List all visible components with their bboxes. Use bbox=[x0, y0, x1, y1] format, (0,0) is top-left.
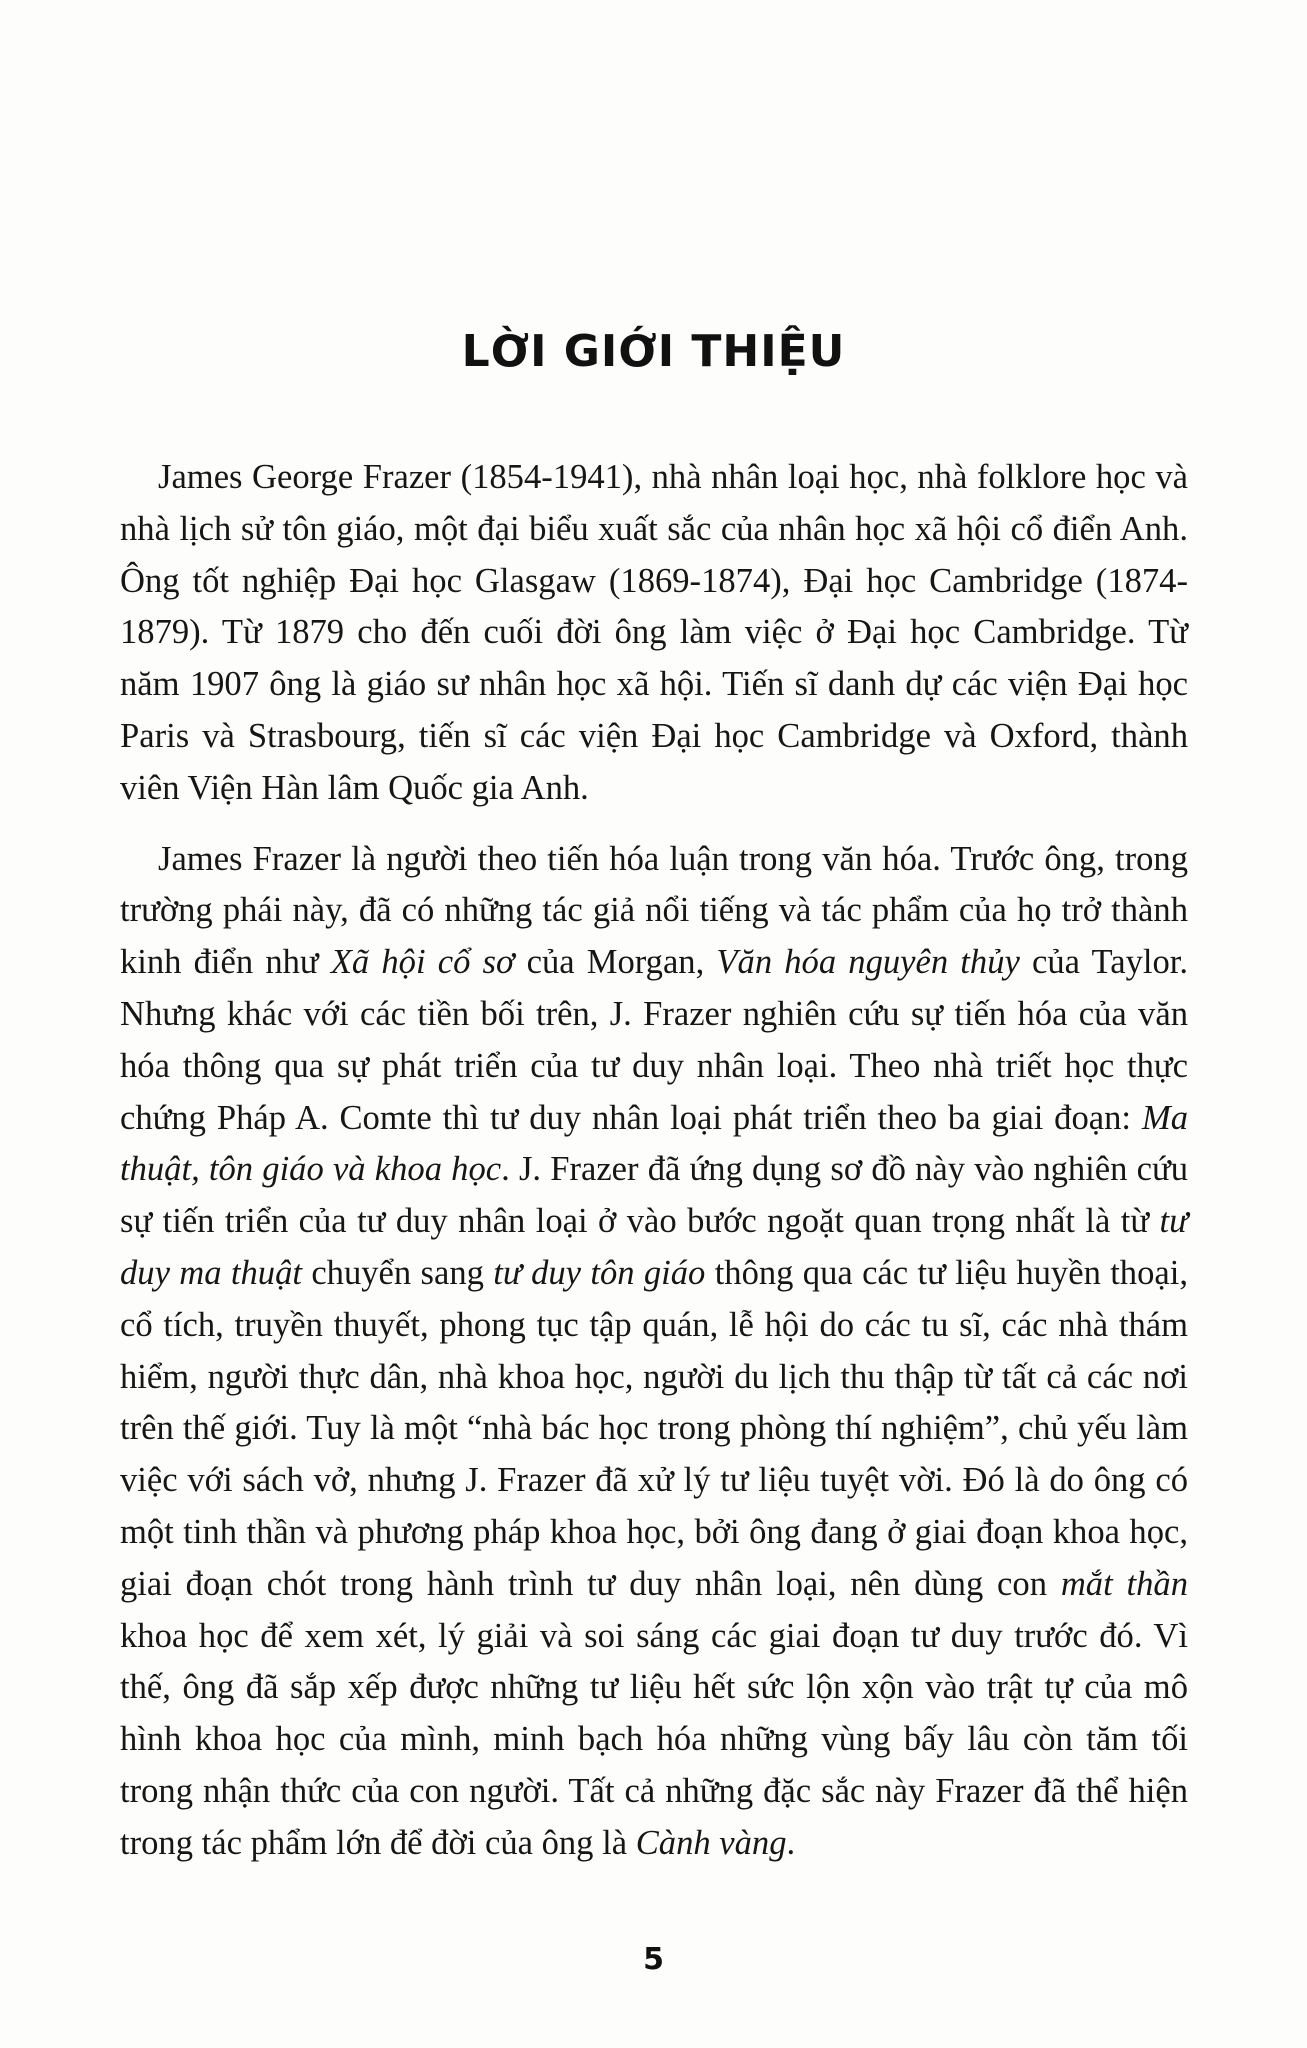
text-run: James Frazer là người theo tiến hóa luận trong văn hóa. Trước ông, trong trường phái này, đã có những tác giả nổi tiếng và tác phẩm của họ trở thành kinh điển như bbox=[120, 839, 1188, 982]
page-number: 5 bbox=[643, 1942, 664, 1977]
text-run: khoa học để xem xét, lý giải và soi sáng các giai đoạn tư duy trước đó. Vì thế, ông đã sắp xếp được những tư liệu hết sức lộn xộn vào trật tự của mô hình khoa học của mình, minh bạch hóa những vùng bấy lâu còn tăm tối trong nhận thức của con người. Tất cả những đặc sắc này Frazer đã thể hiện trong tác phẩm lớn để đời của ông là bbox=[120, 1616, 1188, 1862]
body-text bbox=[120, 452, 1188, 1870]
page-title: LỜI GIỚI THIỆU bbox=[461, 326, 846, 377]
emphasis-italic: tư duy ma thuật bbox=[120, 1202, 1188, 1292]
paragraph-evolutionism bbox=[120, 834, 1188, 1870]
text-run: của Taylor. Nhưng khác với các tiền bối trên, J. Frazer nghiên cứu sự tiến hóa của văn hóa thông qua sự phát triển của tư duy nhân loại. Theo nhà triết học thực chứng Pháp A. Comte thì tư duy nhân loại phát triển theo ba giai đoạn: bbox=[120, 943, 1189, 1137]
text-run: của Morgan, bbox=[514, 943, 717, 982]
paragraph-biography: James George Frazer (1854-1941), nhà nhân loại học, nhà folklore học và nhà lịch sử tôn giáo, một đại biểu xuất sắc của nhân học xã hội cổ điển Anh. Ông tốt nghiệp Đại học Glasgaw (1869-1874), Đại học Cambridge (1874-1879). Từ 1879 cho đến cuối đời ông làm việc ở Đại học Cambridge. Từ năm 1907 ông là giáo sư nhân học xã hội. Tiến sĩ danh dự các viện Đại học Paris và Strasbourg, tiến sĩ các viện Đại học Cambridge và Oxford, thành viên Viện Hàn lâm Quốc gia Anh. bbox=[120, 458, 1188, 807]
text-run: thông qua các tư liệu huyền thoại, cổ tích, truyền thuyết, phong tục tập quán, lễ hội do các tu sĩ, các nhà thám hiểm, người thực dân, nhà khoa học, người du lịch thu thập từ tất cả các nơi trên thế giới. Tuy là một “nhà bác học trong phòng thí nghiệm”, chủ yếu làm việc với sách vở, nhưng J. Frazer đã xử lý tư liệu tuyệt vời. Đó là do ông có một tinh thần và phương pháp khoa học, bởi ông đang ở giai đoạn khoa học, giai đoạn chót trong hành trình tư duy nhân loại, nên dùng con bbox=[120, 1253, 1188, 1603]
emphasis-italic: Ma thuật, tôn giáo và khoa học bbox=[120, 1098, 1188, 1189]
book-title-italic: Văn hóa nguyên thủy bbox=[716, 943, 1020, 982]
emphasis-italic: mắt thần bbox=[1060, 1564, 1188, 1603]
text-run: . J. Frazer đã ứng dụng sơ đồ này vào nghiên cứu sự tiến triển của tư duy nhân loại ở vào bước ngoặt quan trọng nhất là từ bbox=[120, 1150, 1188, 1241]
emphasis-italic: tư duy tôn giáo bbox=[493, 1253, 706, 1292]
text-run: chuyển sang bbox=[301, 1253, 494, 1292]
text-run: . bbox=[786, 1823, 796, 1862]
book-title-italic: Cành vàng bbox=[635, 1823, 787, 1862]
book-title-italic: Xã hội cổ sơ bbox=[330, 943, 515, 982]
